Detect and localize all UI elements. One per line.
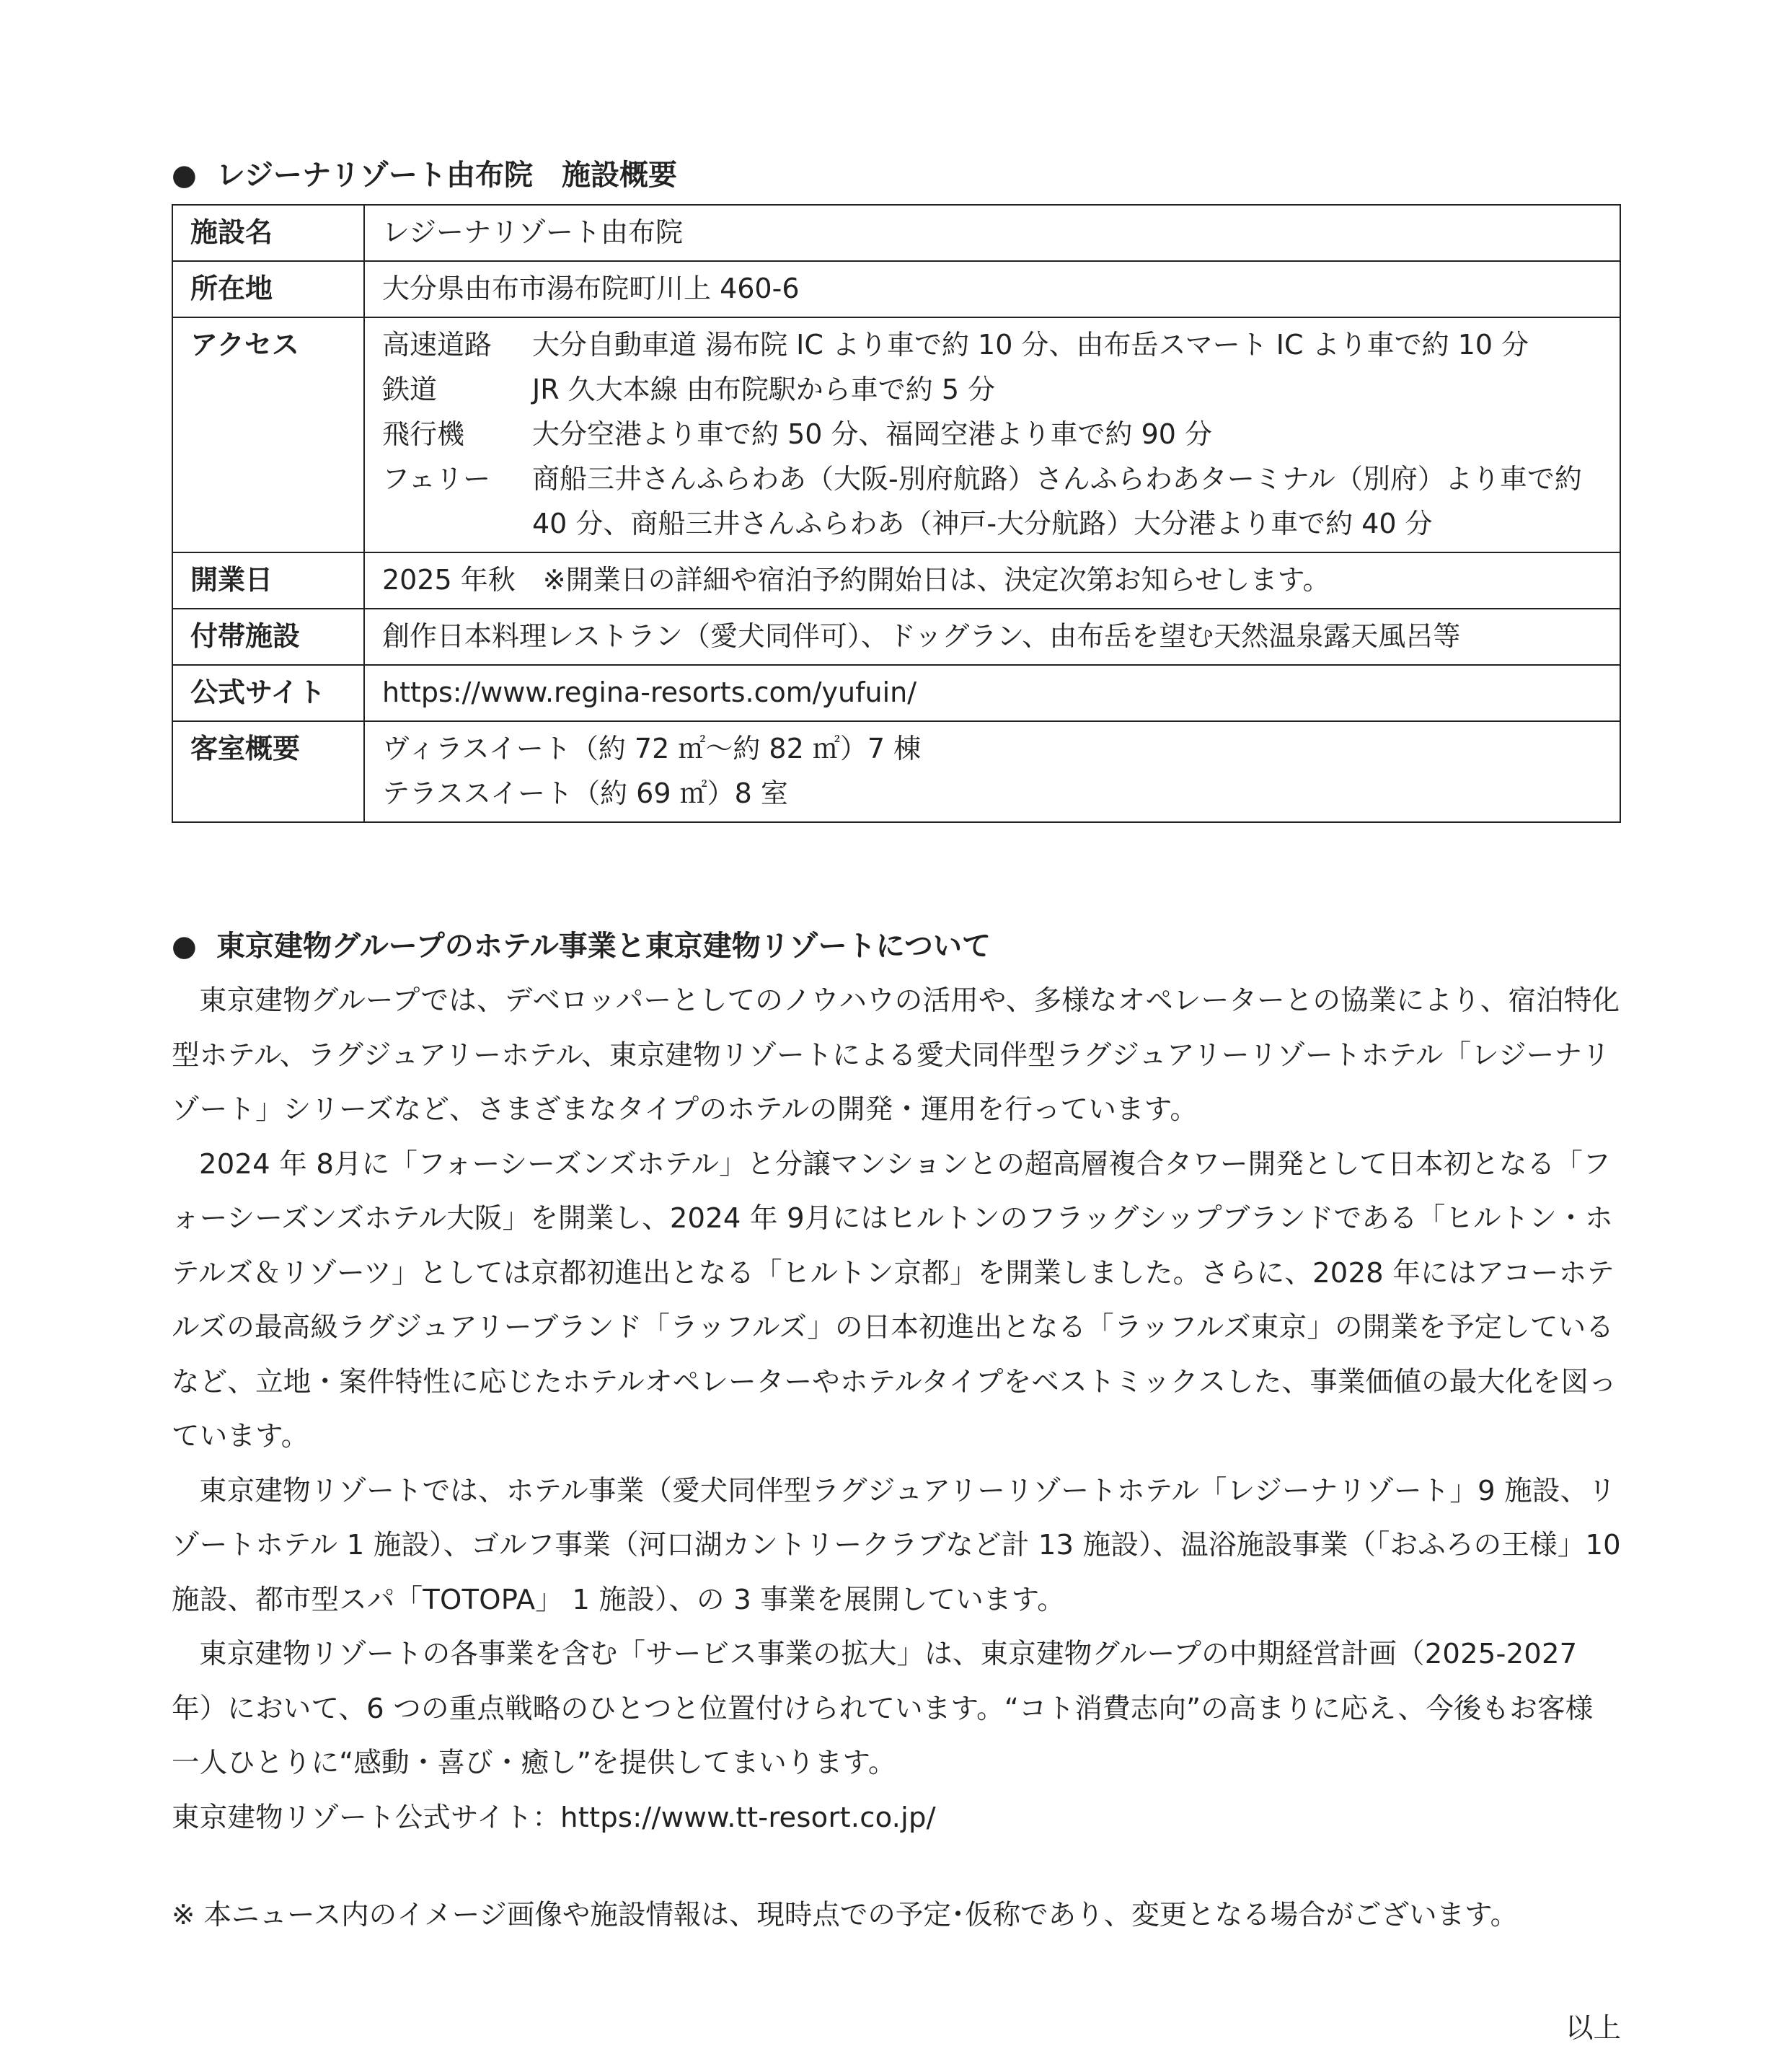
facility-overview-title: レジーナリゾート由布院 施設概要: [216, 159, 677, 192]
facility-table: [172, 204, 1621, 823]
access-desc: 商船三井さんふらわあ（大阪-別府航路）さんふらわあターミナル（別府）より車で約 40 分、商船三井さんふらわあ（神戸-大分航路）大分港より車で約 40 分: [532, 463, 1582, 539]
access-value: [364, 317, 1620, 552]
hotel-business-title: 東京建物グループのホテル事業と東京建物リゾートについて: [216, 930, 991, 963]
table-row-opening: [172, 552, 1620, 609]
paragraph: 東京建物リゾートの各事業を含む「サービス事業の拡大」は、東京建物グループの中期経営計画（2025-2027 年）において、6 つの重点戦略のひとつと位置付けられています。“コト消費志向”の高まりに応え、今後もお客様一人ひとりに“感動・喜び・癒し”を提供してまいります。: [172, 1638, 1594, 1779]
address-value: 大分県由布市湯布院町川上 460-6: [364, 261, 1620, 317]
facility-name-value: レジーナリゾート由布院: [364, 205, 1620, 261]
official-site-line: 東京建物リゾート公式サイト：https://www.tt-resort.co.jp/: [172, 1801, 936, 1834]
room-line-terrace: テラススイート（約 69 ㎡）8 室: [382, 777, 788, 809]
access-mode: 飛行機: [382, 418, 465, 450]
rooms-value: [364, 721, 1620, 822]
access-mode: 高速道路: [382, 329, 492, 361]
table-row-access: [172, 317, 1620, 552]
opening-label: 開業日: [172, 552, 364, 609]
access-desc: JR 久大本線 由布院駅から車で約 5 分: [532, 374, 996, 405]
access-item-highway: [382, 322, 1611, 367]
hotel-business-body: [172, 974, 1621, 1845]
hotel-business-heading: [172, 925, 991, 968]
address-label: 所在地: [172, 261, 364, 317]
amenities-label: 付帯施設: [172, 609, 364, 665]
access-desc: 大分自動車道 湯布院 IC より車で約 10 分、由布岳スマート IC より車で約 10 分: [532, 329, 1529, 361]
table-row-address: [172, 261, 1620, 317]
paragraph: 東京建物リゾートでは、ホテル事業（愛犬同伴型ラグジュアリーリゾートホテル「レジーナリゾート」9 施設、リゾートホテル 1 施設）、ゴルフ事業（河口湖カントリークラブなど計 13 施設）、温浴施設事業（「おふろの王様」10 施設、都市型スパ「TOTOPA」 1 施設）、の 3 事業を展開しています。: [172, 1474, 1621, 1616]
closing-mark: 以上: [1565, 2012, 1621, 2045]
rooms-label: 客室概要: [172, 721, 364, 822]
access-desc: 大分空港より車で約 50 分、福岡空港より車で約 90 分: [532, 418, 1213, 450]
table-row-amenities: [172, 609, 1620, 665]
website-label: 公式サイト: [172, 665, 364, 721]
access-item-rail: [382, 367, 1611, 412]
facility-overview-heading: [172, 154, 677, 197]
amenities-value: 創作日本料理レストラン（愛犬同伴可）、ドッグラン、由布岳を望む天然温泉露天風呂等: [364, 609, 1620, 665]
facility-name-label: 施設名: [172, 205, 364, 261]
bullet-icon: ●: [172, 159, 197, 192]
disclaimer-note: ※ 本ニュース内のイメージ画像や施設情報は、現時点での予定･仮称であり、変更となる場合がございます。: [172, 1899, 1519, 1931]
table-row-rooms: [172, 721, 1620, 822]
website-value: https://www.regina-resorts.com/yufuin/: [364, 665, 1620, 721]
paragraph: 2024 年 8月に「フォーシーズンズホテル」と分譲マンションとの超高層複合タワー開発として日本初となる「フォーシーズンズホテル大阪」を開業し、2024 年 9月にはヒルトンのフラッグシップブランドである「ヒルトン・ホテルズ＆リゾーツ」としては京都初進出となる「ヒルトン京都」を開業しました。さらに、2028 年にはアコーホテルズの最高級ラグジュアリーブランド「ラッフルズ」の日本初進出となる「ラッフルズ東京」の開業を予定しているなど、立地・案件特性に応じたホテルオペレーターやホテルタイプをベストミックスした、事業価値の最大化を図っています。: [172, 1147, 1617, 1452]
access-mode: 鉄道: [382, 374, 438, 405]
access-item-ferry: [382, 457, 1611, 546]
bullet-icon: ●: [172, 930, 197, 963]
access-mode: フェリー: [382, 463, 491, 495]
table-row-website: [172, 665, 1620, 721]
opening-value: 2025 年秋 ※開業日の詳細や宿泊予約開始日は、決定次第お知らせします。: [364, 552, 1620, 609]
room-line-villa: ヴィラスイート（約 72 ㎡～約 82 ㎡）7 棟: [382, 733, 922, 764]
access-label: アクセス: [172, 317, 364, 552]
access-item-air: [382, 412, 1611, 457]
paragraph: 東京建物グループでは、デベロッパーとしてのノウハウの活用や、多様なオペレーターとの協業により、宿泊特化型ホテル、ラグジュアリーホテル、東京建物リゾートによる愛犬同伴型ラグジュアリーリゾートホテル「レジーナリゾート」シリーズなど、さまざまなタイプのホテルの開発・運用を行っています。: [172, 984, 1620, 1126]
table-row-facility-name: [172, 205, 1620, 261]
